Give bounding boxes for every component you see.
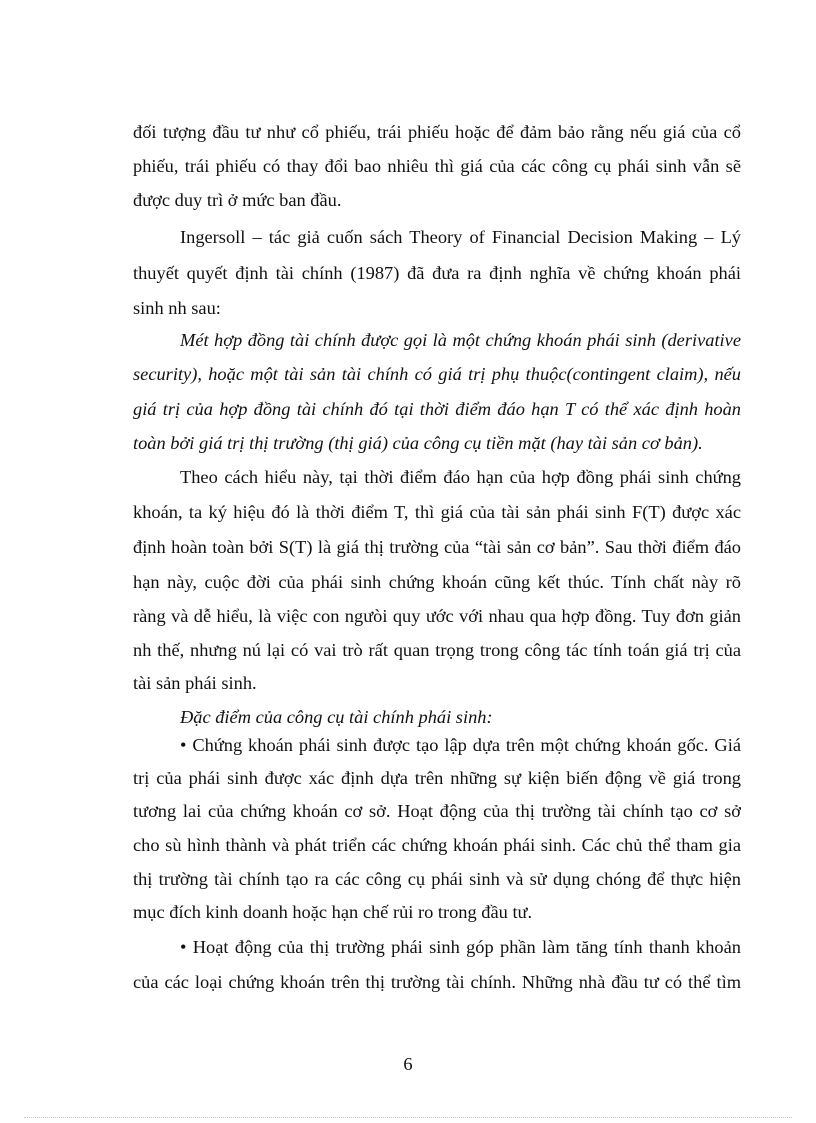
- body-text-line: định hoàn toàn bởi S(T) là giá thị trường của “tài sản cơ bản”. Sau thời điểm đáo: [133, 537, 741, 557]
- body-text-line: Ingersoll – tác giả cuốn sách Theory of Financial Decision Making – Lý: [180, 227, 741, 247]
- body-text-line: trị của phái sinh được xác định dựa trên những sự kiện biến động về giá trong: [133, 768, 741, 788]
- body-text-line: của các loại chứng khoán trên thị trường tài chính. Những nhà đầu tư có thể tìm: [133, 972, 741, 992]
- quote-text-line: Mét hợp đồng tài chính được gọi là một chứng khoán phái sinh (derivative: [180, 330, 741, 350]
- body-text-line: sinh nh sau:: [133, 298, 221, 318]
- body-text-line: cho sù hình thành và phát triển các chứng khoán phái sinh. Các chủ thể tham gia: [133, 835, 741, 855]
- body-text-line: tài sản phái sinh.: [133, 673, 257, 693]
- body-text-line: thị trường tài chính tạo ra các công cụ phái sinh và sử dụng chóng để thực hiện: [133, 869, 741, 889]
- body-text-line: mục đích kinh doanh hoặc hạn chế rủi ro trong đầu tư.: [133, 902, 533, 922]
- quote-text-line: security), hoặc một tài sản tài chính có giá trị phụ thuộc(contingent claim), nếu: [133, 364, 741, 384]
- section-subheading: Đặc điểm của công cụ tài chính phái sinh:: [180, 707, 493, 727]
- page-number: 6: [403, 1054, 413, 1074]
- bullet-text-line: • Hoạt động của thị trường phái sinh góp phần làm tăng tính thanh khoản: [180, 937, 741, 957]
- quote-text-line: giá trị của hợp đồng tài chính đó tại thời điểm đáo hạn T có thể xác định hoàn: [133, 399, 741, 419]
- body-text-line: đối tượng đầu tư như cổ phiếu, trái phiếu hoặc để đảm bảo rằng nếu giá của cổ: [133, 122, 741, 142]
- footer-divider: [24, 1117, 792, 1118]
- bullet-text-line: • Chứng khoán phái sinh được tạo lập dựa trên một chứng khoán gốc. Giá: [180, 735, 741, 755]
- body-text-line: hạn này, cuộc đời của phái sinh chứng khoán cũng kết thúc. Tính chất này rõ: [133, 572, 741, 592]
- body-text-line: được duy trì ở mức ban đầu.: [133, 190, 342, 210]
- body-text-line: ràng và dễ hiểu, là việc con ngưòi quy ước với nhau qua hợp đồng. Tuy đơn giản: [133, 606, 741, 626]
- body-text-line: phiếu, trái phiếu có thay đổi bao nhiêu thì giá của các công cụ phái sinh vẫn sẽ: [133, 156, 741, 176]
- body-text-line: khoán, ta ký hiệu đó là thời điểm T, thì giá của tài sản phái sinh F(T) được xác: [133, 502, 741, 522]
- body-text-line: tương lai của chứng khoán cơ sở. Hoạt động của thị trường tài chính tạo cơ sở: [133, 801, 741, 821]
- body-text-line: thuyết quyết định tài chính (1987) đã đưa ra định nghĩa về chứng khoán phái: [133, 263, 741, 283]
- body-text-line: Theo cách hiểu này, tại thời điểm đáo hạn của hợp đồng phái sinh chứng: [180, 467, 741, 487]
- quote-text-line: toàn bởi giá trị thị trường (thị giá) của công cụ tiền mặt (hay tài sản cơ bản).: [133, 433, 703, 453]
- body-text-line: nh thế, nhưng nú lại có vai trò rất quan trọng trong công tác tính toán giá trị của: [133, 640, 741, 660]
